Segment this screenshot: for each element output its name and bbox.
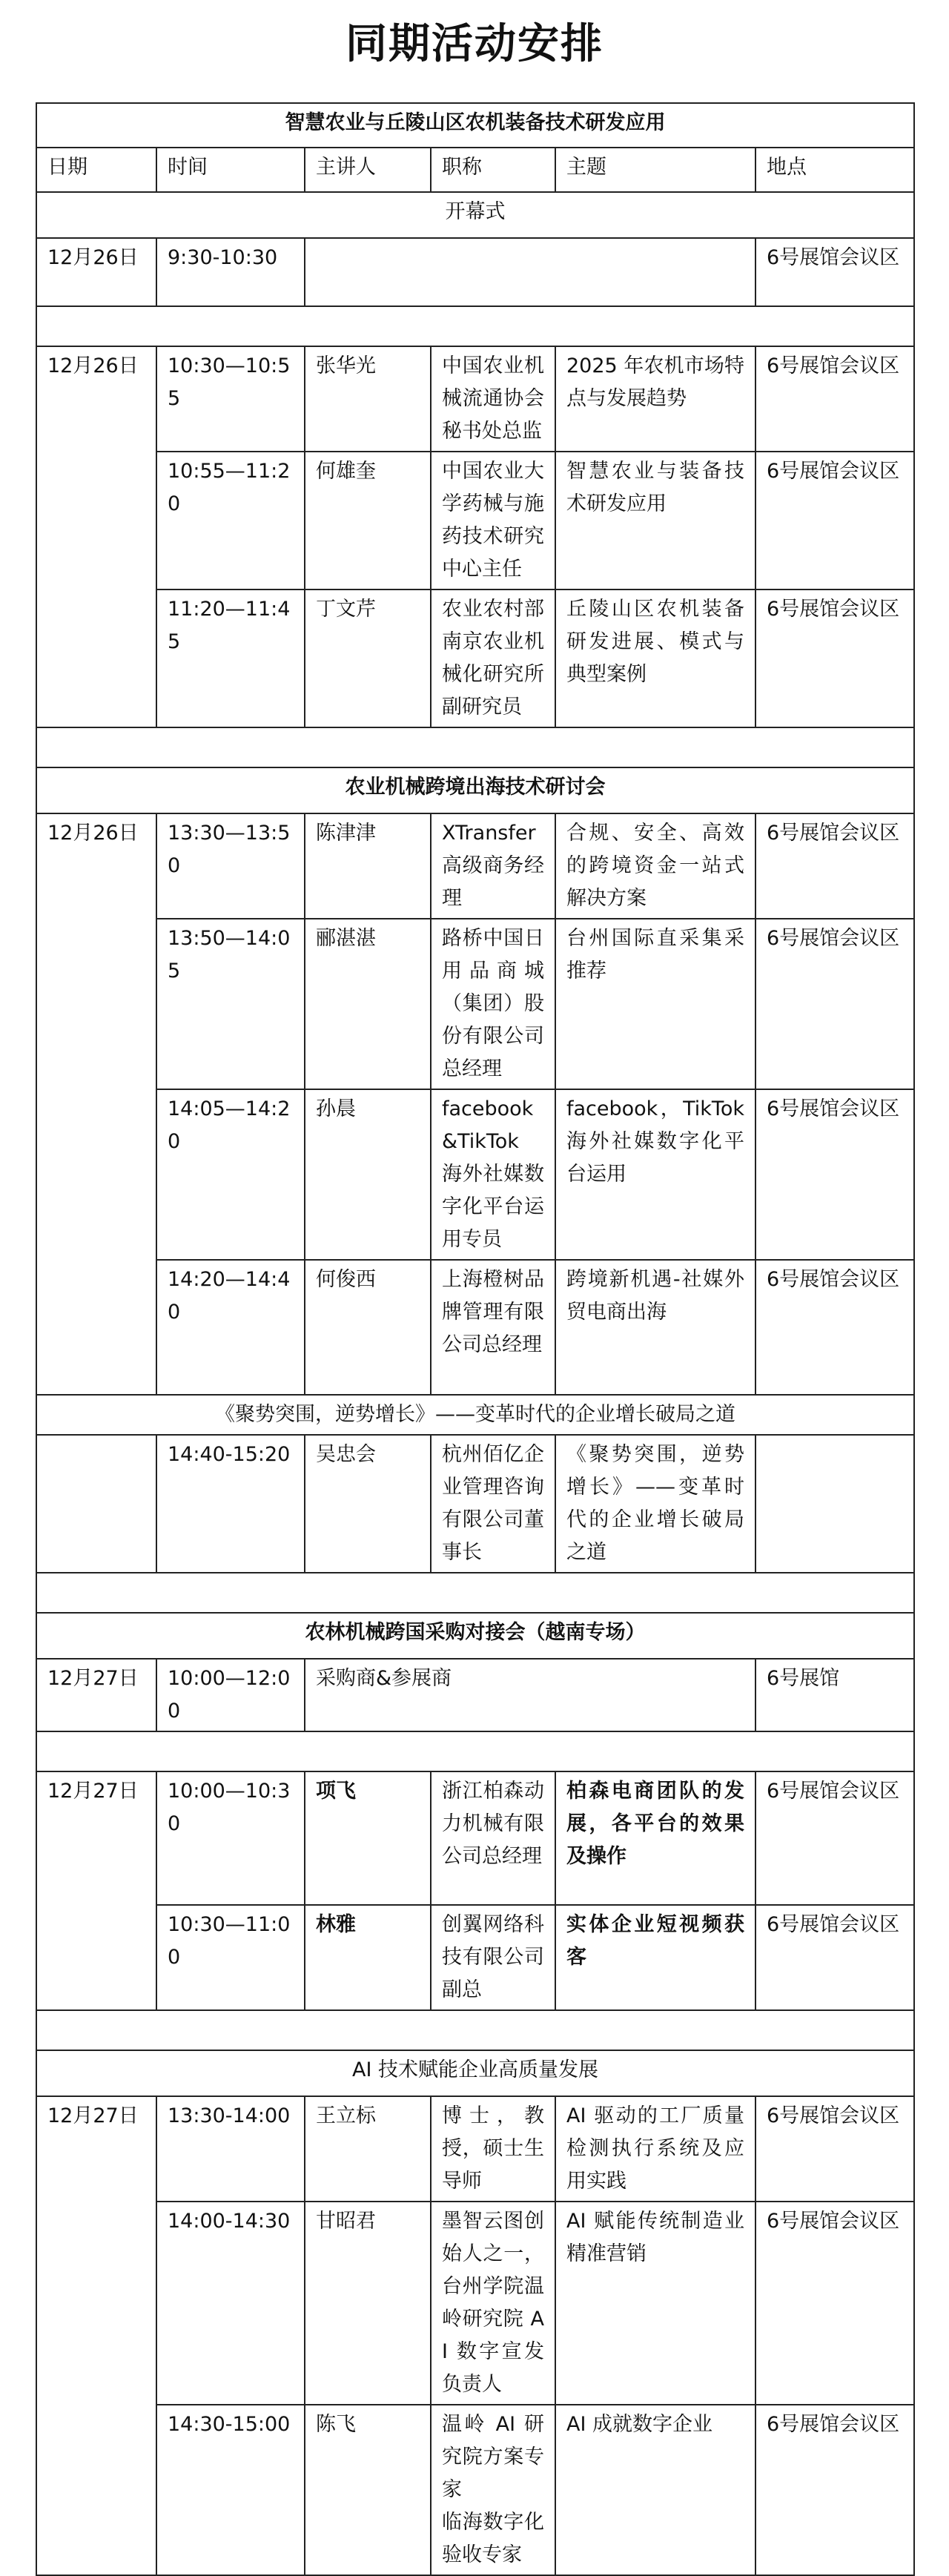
table-row (36, 2405, 914, 2575)
time-cell: 14:00-14:30 (156, 2202, 305, 2405)
position-cell: 创翼网络科技有限公司副总 (431, 1905, 555, 2010)
time-cell: 10:00—12:00 (156, 1659, 305, 1731)
speaker-cell: 甘昭君 (305, 2202, 431, 2405)
venue-cell: 6号展馆会议区 (755, 2405, 914, 2575)
table-row (36, 919, 914, 1089)
date-cell: 12月26日 (36, 813, 156, 1395)
venue-cell: 6号展馆会议区 (755, 238, 914, 306)
position-cell: 墨智云图创始人之一，台州学院温岭研究院 AI 数字宣发负责人 (431, 2202, 555, 2405)
venue-cell: 6号展馆会议区 (755, 1771, 914, 1905)
topic-cell: AI 驱动的工厂质量检测执行系统及应用实践 (555, 2096, 755, 2202)
position-cell: 农业农村部南京农业机械化研究所副研究员 (431, 589, 555, 727)
table-row (36, 1260, 914, 1395)
spacer-row (36, 1731, 914, 1771)
position-line: 温岭 AI 研究院方案专家 (442, 2413, 544, 2501)
topic-cell: 2025 年农机市场特点与发展趋势 (555, 346, 755, 452)
venue-cell: 6号展馆会议区 (755, 813, 914, 919)
table-row (36, 1089, 914, 1260)
column-header-position: 职称 (431, 148, 555, 192)
topic-cell: 合规、安全、高效的跨境资金一站式解决方案 (555, 813, 755, 919)
table-row (36, 589, 914, 727)
table-row (36, 452, 914, 589)
speaker-cell: 孙晨 (305, 1089, 431, 1260)
time-cell: 14:40-15:20 (156, 1435, 305, 1573)
date-cell: 12月27日 (36, 1659, 156, 1731)
speaker-cell: 王立标 (305, 2096, 431, 2202)
spacer-row (36, 1573, 914, 1613)
topic-cell: 柏森电商团队的发展，各平台的效果及操作 (555, 1771, 755, 1905)
position-cell: 中国农业机械流通协会秘书处总监 (431, 346, 555, 452)
speaker-cell: 何雄奎 (305, 452, 431, 589)
time-cell: 10:30—11:00 (156, 1905, 305, 2010)
topic-cell: 跨境新机遇-社媒外贸电商出海 (555, 1260, 755, 1395)
empty-cell (755, 1435, 914, 1573)
topic-cell: 丘陵山区农机装备研发进展、模式与典型案例 (555, 589, 755, 727)
empty-cell (305, 238, 755, 306)
spacer-row (36, 306, 914, 346)
venue-cell: 6号展馆会议区 (755, 1089, 914, 1260)
topic-cell: AI 成就数字企业 (555, 2405, 755, 2575)
time-cell: 10:30—10:55 (156, 346, 305, 452)
time-cell: 9:30-10:30 (156, 238, 305, 306)
position-cell: 杭州佰亿企业管理咨询有限公司董事长 (431, 1435, 555, 1573)
speaker-cell: 张华光 (305, 346, 431, 452)
position-cell: 上海橙树品牌管理有限公司总经理 (431, 1260, 555, 1395)
subtitle-row (36, 1395, 914, 1435)
column-header-row (36, 148, 914, 192)
date-cell: 12月26日 (36, 238, 156, 306)
section-title: 农业机械跨境出海技术研讨会 (36, 767, 914, 813)
position-cell: 浙江柏森动力机械有限公司总经理 (431, 1771, 555, 1905)
table-row (36, 813, 914, 919)
opening-label: 开幕式 (36, 192, 914, 238)
time-cell: 14:20—14:40 (156, 1260, 305, 1395)
page-title: 同期活动安排 (345, 19, 604, 68)
position-cell: 中国农业大学药械与施药技术研究中心主任 (431, 452, 555, 589)
speaker-cell: 陈飞 (305, 2405, 431, 2575)
time-cell: 10:00—10:30 (156, 1771, 305, 1905)
topic-cell: 实体企业短视频获客 (555, 1905, 755, 2010)
speaker-cell: 项飞 (305, 1771, 431, 1905)
time-cell: 10:55—11:20 (156, 452, 305, 589)
date-cell: 12月27日 (36, 1771, 156, 2010)
speaker-cell: 丁文芹 (305, 589, 431, 727)
venue-cell: 6号展馆会议区 (755, 346, 914, 452)
time-cell: 13:30-14:00 (156, 2096, 305, 2202)
speaker-cell: 陈津津 (305, 813, 431, 919)
position-line: 临海数字化验收专家 (442, 2511, 544, 2566)
table-row (36, 1771, 914, 1905)
participants-cell: 采购商&参展商 (305, 1659, 755, 1731)
section-title-row (36, 767, 914, 813)
table-row (36, 2202, 914, 2405)
section-title: 农林机械跨国采购对接会（越南专场） (36, 1613, 914, 1659)
date-cell: 12月27日 (36, 2096, 156, 2575)
table-row (36, 238, 914, 306)
topic-cell: 台州国际直采集采推荐 (555, 919, 755, 1089)
topic-cell: facebook，TikTok 海外社媒数字化平台运用 (555, 1089, 755, 1260)
table-row (36, 1905, 914, 2010)
column-header-venue: 地点 (755, 148, 914, 192)
section-title: AI 技术赋能企业高质量发展 (36, 2050, 914, 2096)
table-row (36, 1659, 914, 1731)
venue-cell: 6号展馆会议区 (755, 589, 914, 727)
column-header-topic: 主题 (555, 148, 755, 192)
spacer-row (36, 727, 914, 767)
venue-cell: 6号展馆会议区 (755, 2202, 914, 2405)
column-header-speaker: 主讲人 (305, 148, 431, 192)
position-cell: 博士，教授，硕士生导师 (431, 2096, 555, 2202)
speaker-cell: 何俊西 (305, 1260, 431, 1395)
position-cell: 路桥中国日用品商城（集团）股份有限公司总经理 (431, 919, 555, 1089)
position-cell: XTransfer 高级商务经理 (431, 813, 555, 919)
section-title-row (36, 1613, 914, 1659)
topic-cell: 智慧农业与装备技术研发应用 (555, 452, 755, 589)
table-row (36, 2096, 914, 2202)
speaker-cell: 郦湛湛 (305, 919, 431, 1089)
venue-cell: 6号展馆会议区 (755, 452, 914, 589)
speaker-cell: 吴忠会 (305, 1435, 431, 1573)
spacer-row (36, 2010, 914, 2050)
time-cell: 14:30-15:00 (156, 2405, 305, 2575)
venue-cell: 6号展馆会议区 (755, 1260, 914, 1395)
time-cell: 11:20—11:45 (156, 589, 305, 727)
topic-cell: AI 赋能传统制造业精准营销 (555, 2202, 755, 2405)
venue-cell: 6号展馆会议区 (755, 1905, 914, 2010)
section-title-row (36, 103, 914, 148)
column-header-time: 时间 (156, 148, 305, 192)
speaker-cell: 林雅 (305, 1905, 431, 2010)
table-row (36, 346, 914, 452)
section-title: 智慧农业与丘陵山区农机装备技术研发应用 (36, 103, 914, 148)
time-cell: 14:05—14:20 (156, 1089, 305, 1260)
time-cell: 13:30—13:50 (156, 813, 305, 919)
date-cell: 12月26日 (36, 346, 156, 727)
position-cell (431, 2405, 555, 2575)
time-cell: 13:50—14:05 (156, 919, 305, 1089)
opening-label-row (36, 192, 914, 238)
venue-cell: 6号展馆会议区 (755, 2096, 914, 2202)
topic-cell: 《聚势突围，逆势增长》——变革时代的企业增长破局之道 (555, 1435, 755, 1573)
table-row (36, 1435, 914, 1573)
sub-session-title: 《聚势突围，逆势增长》——变革时代的企业增长破局之道 (36, 1395, 914, 1435)
position-cell: facebook&TikTok 海外社媒数字化平台运用专员 (431, 1089, 555, 1260)
venue-cell: 6号展馆 (755, 1659, 914, 1731)
venue-cell: 6号展馆会议区 (755, 919, 914, 1089)
empty-cell (36, 1435, 156, 1573)
schedule-table (36, 102, 915, 2576)
section-title-row (36, 2050, 914, 2096)
column-header-date: 日期 (36, 148, 156, 192)
